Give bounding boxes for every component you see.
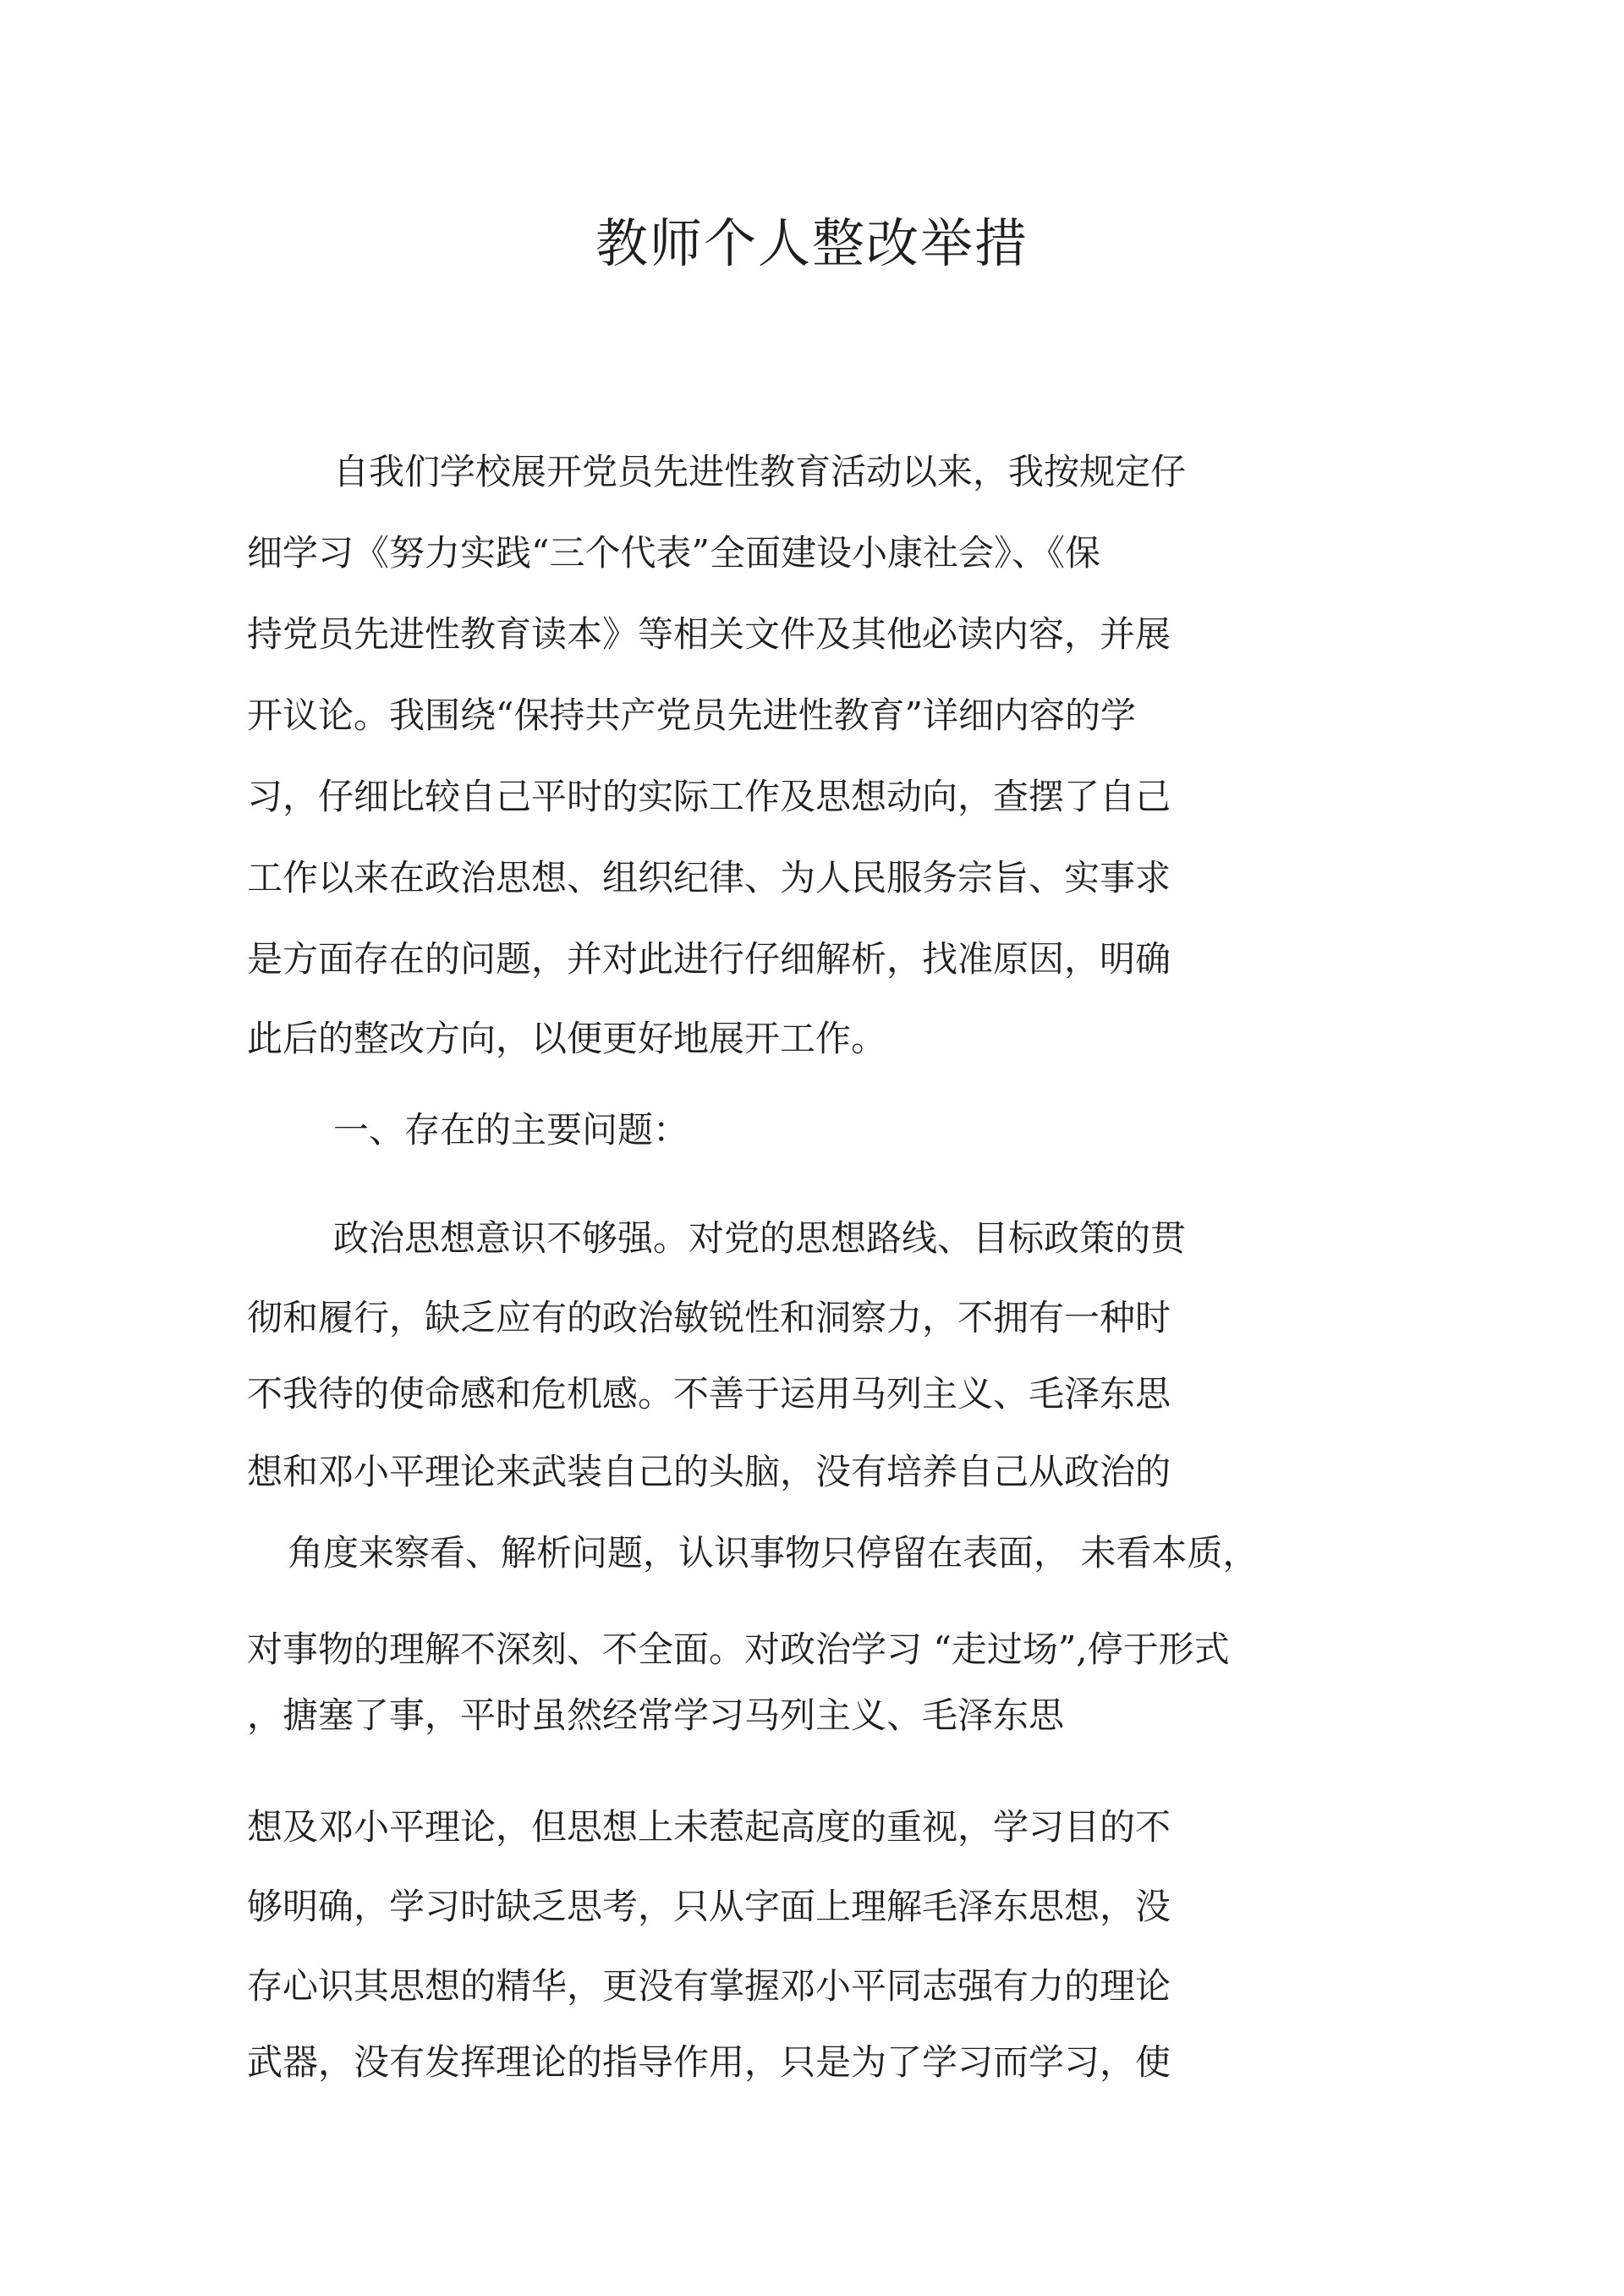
paragraph-line: 习，仔细比较自己平时的实际工作及思想动向，查摆了自己 <box>247 776 1171 817</box>
paragraph-line: 持党员先进性教育读本》等相关文件及其他必读内容，并展 <box>247 613 1171 655</box>
paragraph-line: ，搪塞了事，平时虽然经常学习马列主义、毛泽东思 <box>247 1695 1065 1736</box>
paragraph-line: 开议论。我围绕“保持共产党员先进性教育”详细内容的学 <box>247 695 1136 736</box>
paragraph-line: 想及邓小平理论，但思想上未惹起高度的重视，学习目的不 <box>247 1806 1171 1848</box>
section-heading: 一、存在的主要问题： <box>333 1109 689 1151</box>
paragraph-line: 武器，没有发挥理论的指导作用，只是为了学习而学习，使 <box>247 2041 1171 2083</box>
paragraph-line: 是方面存在的问题，并对此进行仔细解析，找准原因，明确 <box>247 938 1171 980</box>
paragraph-line: 不我待的使命感和危机感。不善于运用马列主义、毛泽东思 <box>247 1373 1171 1414</box>
paragraph-line: 存心识其思想的精华，更没有掌握邓小平同志强有力的理论 <box>247 1965 1171 2007</box>
paragraph-line: 对事物的理解不深刻、不全面。对政治学习 “走过场”,停于形式 <box>247 1629 1230 1670</box>
paragraph-line: 此后的整改方向，以便更好地展开工作。 <box>247 1018 887 1059</box>
paragraph-line: 够明确，学习时缺乏思考，只从字面上理解毛泽东思想，没 <box>247 1886 1171 1927</box>
paragraph-line: 自我们学校展开党员先进性教育活动以来，我按规定仔 <box>333 451 1187 492</box>
paragraph-line: 彻和履行，缺乏应有的政治敏锐性和洞察力，不拥有一种时 <box>247 1297 1171 1338</box>
paragraph-line: 想和邓小平理论来武装自己的头脑，没有培养自己从政治的 <box>247 1451 1171 1492</box>
paragraph-line: 细学习《努力实践“三个代表”全面建设小康社会》、《保 <box>247 532 1100 574</box>
paragraph-line: 工作以来在政治思想、组织纪律、为人民服务宗旨、实事求 <box>247 857 1171 898</box>
document-title: 教师个人整改举措 <box>595 212 1029 274</box>
paragraph-line: 角度来察看、解析问题，认识事物只停留在表面， 未看本质， <box>288 1532 1259 1574</box>
paragraph-line: 政治思想意识不够强。对党的思想路线、目标政策的贯 <box>333 1217 1187 1259</box>
